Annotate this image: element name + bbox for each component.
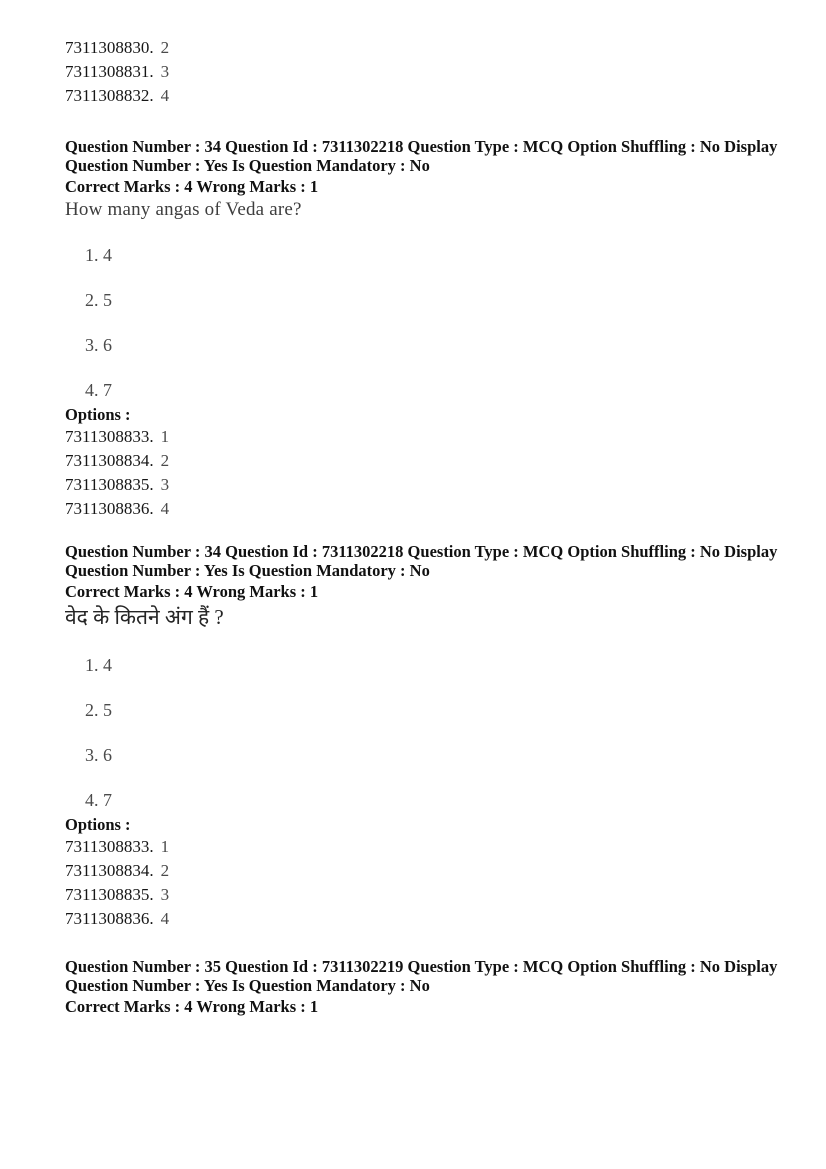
question-metadata [65, 957, 778, 995]
question-meta-line-1: Question Number : 34 Question Id : 7311302218 Question Type : MCQ Option Shuffling : No Display [65, 542, 778, 561]
option-value-image: 1 [160, 427, 170, 446]
option-value-image: 4 [160, 499, 170, 518]
option-id: 7311308835. [65, 475, 154, 494]
question-meta-line-1: Question Number : 35 Question Id : 7311302219 Question Type : MCQ Option Shuffling : No Display [65, 957, 778, 976]
option-id: 7311308831. [65, 62, 154, 81]
choice-image-3: 3. 6 [85, 745, 112, 765]
choices-list [65, 656, 766, 809]
option-id: 7311308834. [65, 861, 154, 880]
option-id-row [65, 473, 766, 497]
question-block-34-hindi [65, 542, 778, 931]
choice-image-4: 4. 7 [85, 790, 112, 810]
option-value-image: 3 [160, 475, 170, 494]
choices-list [65, 246, 766, 399]
choice-image-4: 4. 7 [85, 380, 112, 400]
option-value-image: 3 [160, 885, 170, 904]
question-block-35-header [65, 957, 778, 1016]
question-block-34-english [65, 137, 778, 521]
question-text-image: How many angas of Veda are? [65, 199, 302, 220]
option-value-image: 2 [160, 861, 170, 880]
option-id: 7311308830. [65, 38, 154, 57]
option-id-list [65, 835, 766, 931]
choice-image-3: 3. 6 [85, 335, 112, 355]
marks-line: Correct Marks : 4 Wrong Marks : 1 [65, 997, 319, 1016]
question-metadata [65, 542, 778, 580]
option-id: 7311308835. [65, 885, 154, 904]
question-meta-line-2: Question Number : Yes Is Question Mandatory : No [65, 976, 430, 995]
option-id: 7311308832. [65, 86, 154, 105]
option-id: 7311308833. [65, 427, 154, 446]
choice-image-2: 2. 5 [85, 700, 112, 720]
option-id-row [65, 835, 766, 859]
question-metadata [65, 137, 778, 175]
option-id-list [65, 425, 766, 521]
option-value-image: 2 [160, 38, 170, 57]
options-label: Options : [65, 815, 131, 834]
option-value-image: 2 [160, 451, 170, 470]
option-id-row [65, 497, 766, 521]
option-id: 7311308833. [65, 837, 154, 856]
marks-line: Correct Marks : 4 Wrong Marks : 1 [65, 582, 319, 601]
option-id-row [65, 883, 766, 907]
option-id-row [65, 449, 766, 473]
choice-image-2: 2. 5 [85, 290, 112, 310]
question-meta-line-2: Question Number : Yes Is Question Mandatory : No [65, 561, 430, 580]
option-id-row [65, 859, 766, 883]
option-id: 7311308836. [65, 909, 154, 928]
question-meta-line-1: Question Number : 34 Question Id : 7311302218 Question Type : MCQ Option Shuffling : No Display [65, 137, 778, 156]
option-id: 7311308834. [65, 451, 154, 470]
question-text-image: वेद के कितने अंग हैं ? [65, 605, 224, 629]
choice-image-1: 1. 4 [85, 655, 112, 675]
option-value-image: 1 [160, 837, 170, 856]
marks-line: Correct Marks : 4 Wrong Marks : 1 [65, 177, 319, 196]
option-value-image: 4 [160, 86, 170, 105]
choice-image-1: 1. 4 [85, 245, 112, 265]
options-label: Options : [65, 405, 131, 424]
option-id: 7311308836. [65, 499, 154, 518]
option-id-row [65, 907, 766, 931]
option-id-row [65, 425, 766, 449]
option-id-row [65, 84, 766, 108]
option-id-row [65, 36, 766, 60]
previous-question-option-ids [65, 36, 766, 108]
option-value-image: 3 [160, 62, 170, 81]
question-meta-line-2: Question Number : Yes Is Question Mandatory : No [65, 156, 430, 175]
option-value-image: 4 [160, 909, 170, 928]
option-id-row [65, 60, 766, 84]
